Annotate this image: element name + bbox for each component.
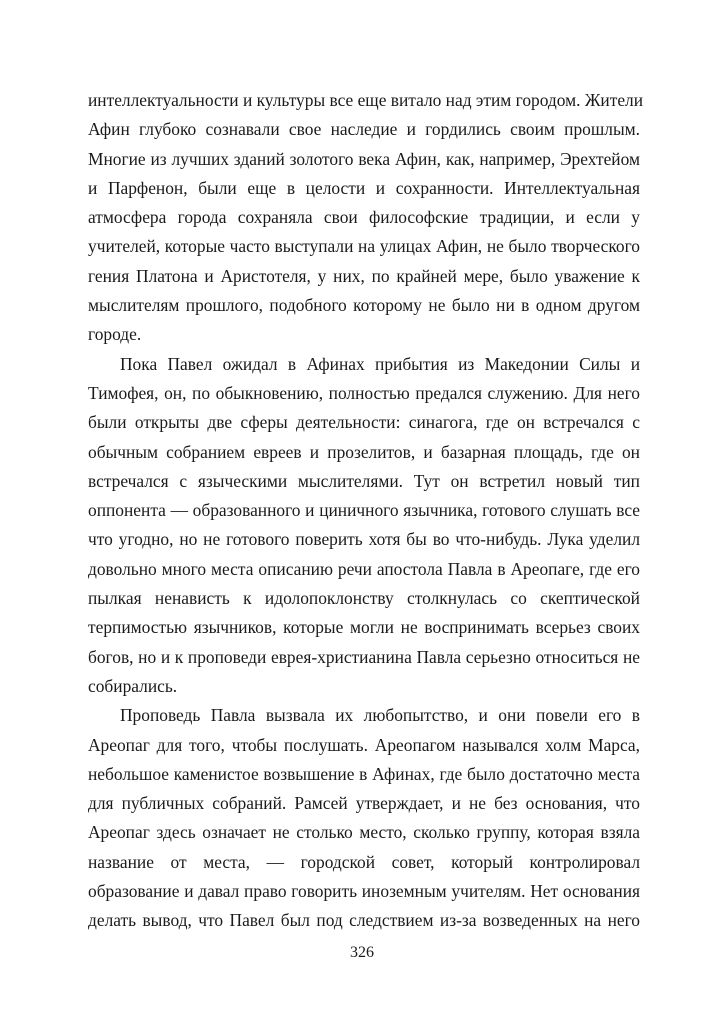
text-line: атмосфера города сохраняла свои философские традиции, и если у bbox=[88, 207, 640, 228]
text-line: Многие из лучших зданий золотого века Афин, как, например, Эрехтейом bbox=[88, 148, 640, 169]
text-line: Тимофея, он, по обыкновению, полностью предался служению. Для него bbox=[88, 382, 640, 403]
page-number: 326 bbox=[350, 944, 374, 961]
text-line: Ареопаг здесь означает не столько место, сколько группу, которая взяла bbox=[88, 822, 640, 843]
text-line: встречался с языческими мыслителями. Тут он встретил новый тип bbox=[88, 470, 640, 491]
text-line: Проповедь Павла вызвала их любопытство, и они повели его в bbox=[120, 705, 640, 726]
text-line: для публичных собраний. Рамсей утверждает, и не без основания, что bbox=[88, 793, 640, 814]
text-line: образование и давал право говорить иноземным учителям. Нет основания bbox=[88, 881, 640, 902]
text-line: довольно много места описанию речи апостола Павла в Ареопаге, где его bbox=[88, 558, 640, 579]
text-line: терпимостью язычников, которые могли не воспринимать всерьез своих bbox=[88, 617, 640, 638]
paragraph bbox=[88, 86, 644, 350]
text-line: гения Платона и Аристотеля, у них, по крайней мере, было уважение к bbox=[88, 265, 640, 286]
text-line: небольшое каменистое возвышение в Афинах, где было достаточно места bbox=[88, 763, 640, 784]
text-line: и Парфенон, были еще в целости и сохранности. Интеллектуальная bbox=[88, 177, 640, 198]
text-line: что угодно, но не готового поверить хотя бы во что-нибудь. Лука уделил bbox=[88, 529, 640, 550]
page-body bbox=[88, 86, 644, 936]
text-line: учителей, которые часто выступали на улицах Афин, не было творческого bbox=[88, 236, 640, 257]
text-line: богов, но и к проповеди еврея-христианина Павла серьезно относиться не bbox=[88, 646, 640, 667]
text-line: Пока Павел ожидал в Афинах прибытия из Македонии Силы и bbox=[120, 353, 640, 374]
text-line: делать вывод, что Павел был под следствием из-за возведенных на него bbox=[88, 910, 640, 931]
paragraph bbox=[88, 350, 640, 702]
text-line: мыслителям прошлого, подобного которому не было ни в одном другом bbox=[88, 295, 640, 316]
text-line: были открыты две сферы деятельности: синагога, где он встречался с bbox=[88, 412, 640, 433]
text-line: интеллектуальности и культуры все еще витало над этим городом. Жители bbox=[88, 90, 644, 110]
text-line: Афин глубоко сознавали свое наследие и гордились своим прошлым. bbox=[88, 119, 640, 140]
text-line: обычным собранием евреев и прозелитов, и базарная площадь, где он bbox=[88, 441, 640, 462]
paragraph bbox=[88, 701, 640, 935]
text-line: оппонента — образованного и циничного язычника, готового слушать все bbox=[88, 500, 640, 521]
text-line: Ареопаг для того, чтобы послушать. Ареопагом назывался холм Марса, bbox=[88, 734, 640, 755]
text-line: название от места, — городской совет, который контролировал bbox=[88, 851, 640, 872]
text-line: собирались. bbox=[88, 675, 178, 696]
text-line: городе. bbox=[88, 324, 142, 345]
text-line: пылкая ненависть к идолопоклонству столкнулась со скептической bbox=[88, 588, 640, 609]
